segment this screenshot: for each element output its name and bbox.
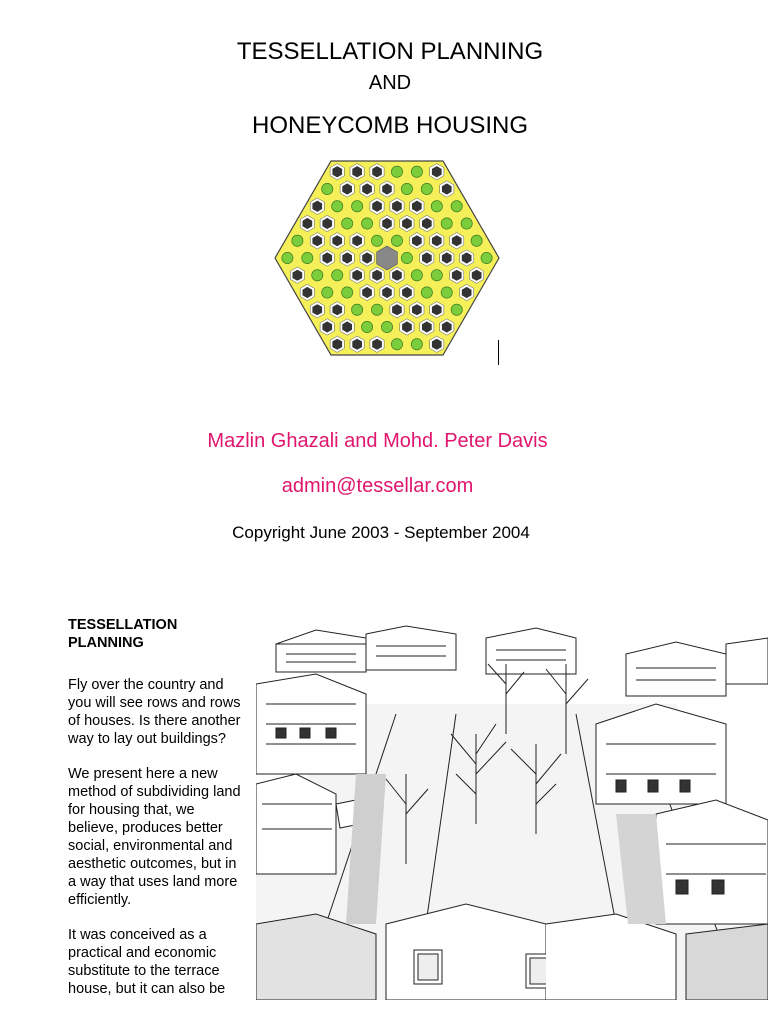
authors: Mazlin Ghazali and Mohd. Peter Davis	[207, 430, 548, 452]
email-link[interactable]: admin@tessellar.com	[281, 475, 474, 497]
title-and: AND	[368, 72, 412, 94]
copyright: Copyright June 2003 - September 2004	[232, 523, 530, 542]
title-line-2: HONEYCOMB HOUSING	[251, 112, 529, 139]
honeycomb-site-plan	[272, 150, 502, 366]
intro-column	[68, 616, 246, 1015]
text-cursor	[498, 340, 499, 365]
honeycomb-plan-svg	[272, 150, 502, 366]
paragraph-1: Fly over the country and you will see rows and rows of houses. Is there another way to lay out buildings?	[68, 677, 241, 747]
paragraph-2: We present here a new method of subdividing land for housing that, we believe, produces better social, environmental and aesthetic outcomes, but in a way that uses land more efficiently.	[68, 766, 241, 908]
section-heading: TESSELLATION PLANNING	[68, 617, 178, 651]
title-line-1: TESSELLATION PLANNING	[236, 38, 544, 65]
sketch-svg	[256, 624, 768, 1000]
paragraph-3: It was conceived as a practical and economic substitute to the terrace house, but it can also be	[68, 927, 226, 997]
street-perspective-sketch	[256, 624, 768, 1000]
